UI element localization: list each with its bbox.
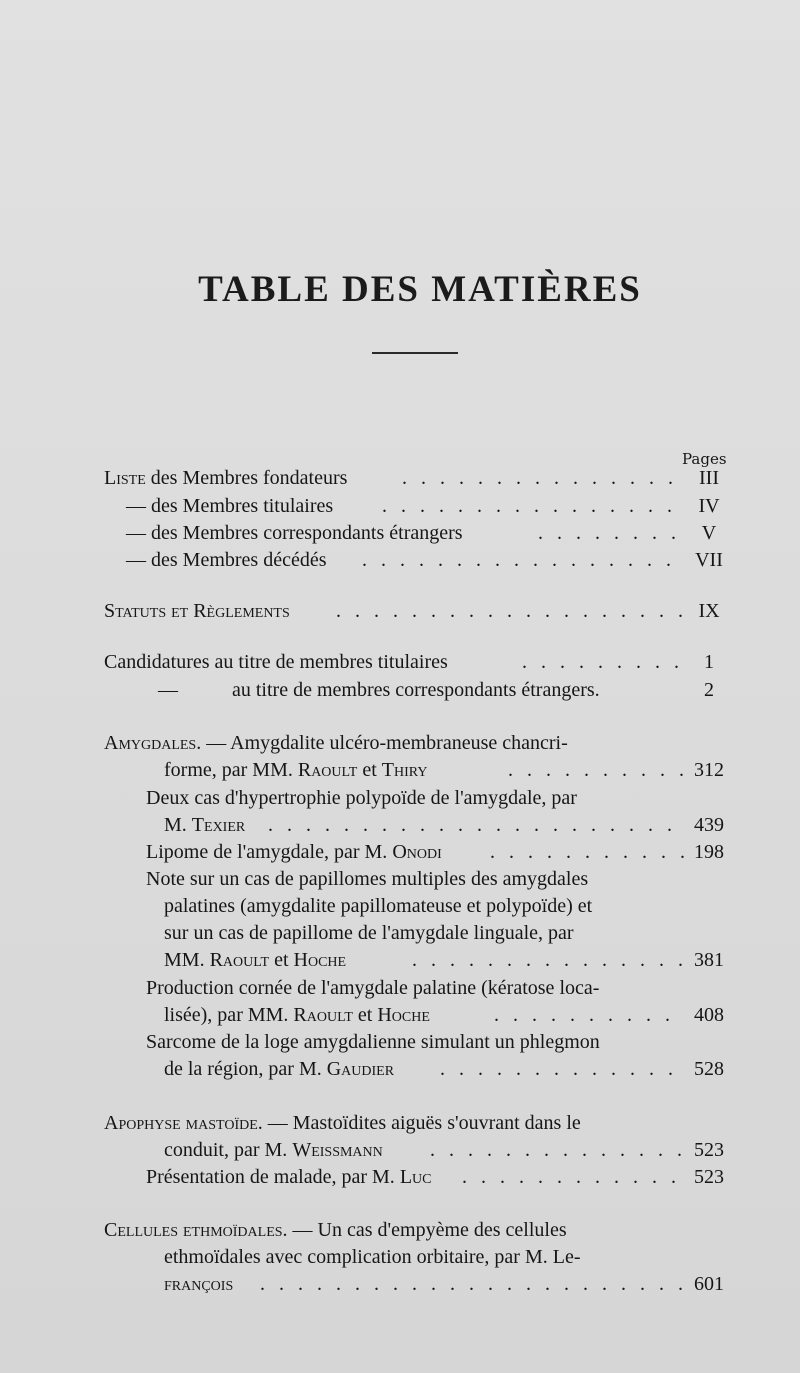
page-number: 312 <box>694 759 724 781</box>
toc-entry <box>0 868 800 896</box>
page-number: 523 <box>694 1166 724 1188</box>
toc-entry <box>0 651 800 679</box>
page-number: 381 <box>694 949 724 971</box>
pages-column-header: Pages <box>682 450 727 468</box>
toc-entry-dash: — <box>158 679 178 701</box>
toc-entry <box>0 522 800 550</box>
toc-entry-title: Liste des Membres fondateurs <box>104 467 348 489</box>
page-number: III <box>699 467 719 489</box>
toc-entry-continuation <box>0 1004 800 1032</box>
page-number: 2 <box>704 679 714 701</box>
toc-entry <box>0 1112 800 1140</box>
toc-entry <box>0 467 800 495</box>
toc-entry-continuation <box>0 1139 800 1167</box>
toc-entry-title: sur un cas de papillome de l'amygdale linguale, par <box>164 922 574 944</box>
leader-dots <box>462 1166 684 1189</box>
toc-entry <box>0 787 800 815</box>
toc-entry <box>0 1219 800 1247</box>
toc-entry-title: Présentation de malade, par M. Luc <box>146 1166 432 1188</box>
page-number: V <box>701 522 717 544</box>
toc-entry-title: Apophyse mastoïde. — Mastoïdites aiguës s'ouvrant dans le <box>104 1112 581 1134</box>
toc-entry-continuation <box>0 1273 800 1301</box>
leader-dots <box>538 522 684 545</box>
toc-entry-title: Sarcome de la loge amygdalienne simulant un phlegmon <box>146 1031 600 1053</box>
toc-entry-continuation <box>0 922 800 950</box>
leader-dots <box>382 495 684 518</box>
leader-dots <box>362 549 684 572</box>
toc-entry-continuation <box>0 895 800 923</box>
page-number: 601 <box>694 1273 724 1295</box>
toc-entry-title: — des Membres titulaires <box>126 495 334 517</box>
toc-entry-title: Deux cas d'hypertrophie polypoïde de l'amygdale, par <box>146 787 577 809</box>
page-number: 1 <box>704 651 714 673</box>
toc-entry-title: au titre de membres correspondants étrangers. <box>232 679 600 701</box>
leader-dots <box>494 1004 684 1027</box>
toc-entry-continuation <box>0 759 800 787</box>
toc-entry-title: Production cornée de l'amygdale palatine (kératose loca- <box>146 977 600 999</box>
toc-entry-title: Candidatures au titre de membres titulaires <box>104 651 448 673</box>
toc-entry <box>0 679 800 707</box>
leader-dots <box>336 600 684 623</box>
toc-entry-continuation <box>0 814 800 842</box>
toc-entry-title: lisée), par MM. Raoult et Hoche <box>164 1004 430 1026</box>
toc-entry <box>0 495 800 523</box>
toc-entry-title: — des Membres correspondants étrangers <box>126 522 463 544</box>
toc-entry-title: conduit, par M. Weissmann <box>164 1139 383 1161</box>
leader-dots <box>260 1273 684 1296</box>
toc-entry-continuation <box>0 1246 800 1274</box>
page-number: VII <box>695 549 723 571</box>
toc-entry-title: palatines (amygdalite papillomateuse et polypoïde) et <box>164 895 593 917</box>
page-number: 528 <box>694 1058 724 1080</box>
toc-entry <box>0 549 800 577</box>
toc-entry-title: Lipome de l'amygdale, par M. Onodi <box>146 841 442 863</box>
page-number: 439 <box>694 814 724 836</box>
leader-dots <box>522 651 684 674</box>
toc-entry-title: — des Membres décédés <box>126 549 327 571</box>
toc-entry-title: françois <box>164 1273 234 1295</box>
toc-entry <box>0 1166 800 1194</box>
toc-entry-title: Amygdales. — Amygdalite ulcéro-membraneuse chancri- <box>104 732 568 754</box>
toc-entry-title: ethmoïdales avec complication orbitaire, par M. Le- <box>164 1246 581 1268</box>
toc-entry <box>0 600 800 628</box>
toc-entry <box>0 732 800 760</box>
leader-dots <box>402 467 684 490</box>
leader-dots <box>490 841 684 864</box>
toc-entry-title: MM. Raoult et Hoche <box>164 949 347 971</box>
page-number: 198 <box>694 841 724 863</box>
toc-entry-continuation <box>0 949 800 977</box>
leader-dots <box>440 1058 684 1081</box>
toc-entry-title: forme, par MM. Raoult et Thiry <box>164 759 428 781</box>
toc-entry-continuation <box>0 1058 800 1086</box>
leader-dots <box>412 949 684 972</box>
title-rule <box>372 352 458 354</box>
toc-entry-title: Statuts et Règlements <box>104 600 290 622</box>
leader-dots <box>268 814 684 837</box>
toc-entry <box>0 977 800 1005</box>
page-title: TABLE DES MATIÈRES <box>198 269 642 310</box>
page-number: IX <box>698 600 720 622</box>
toc-entry <box>0 1031 800 1059</box>
toc-entry <box>0 841 800 869</box>
toc-entry-title: Cellules ethmoïdales. — Un cas d'empyème des cellules <box>104 1219 567 1241</box>
leader-dots <box>508 759 684 782</box>
leader-dots <box>430 1139 684 1162</box>
page-number: IV <box>698 495 720 517</box>
page-number: 408 <box>694 1004 724 1026</box>
page-number: 523 <box>694 1139 724 1161</box>
toc-entry-title: Note sur un cas de papillomes multiples des amygdales <box>146 868 589 890</box>
toc-entry-title: M. Texier <box>164 814 246 836</box>
toc-entry-title: de la région, par M. Gaudier <box>164 1058 395 1080</box>
